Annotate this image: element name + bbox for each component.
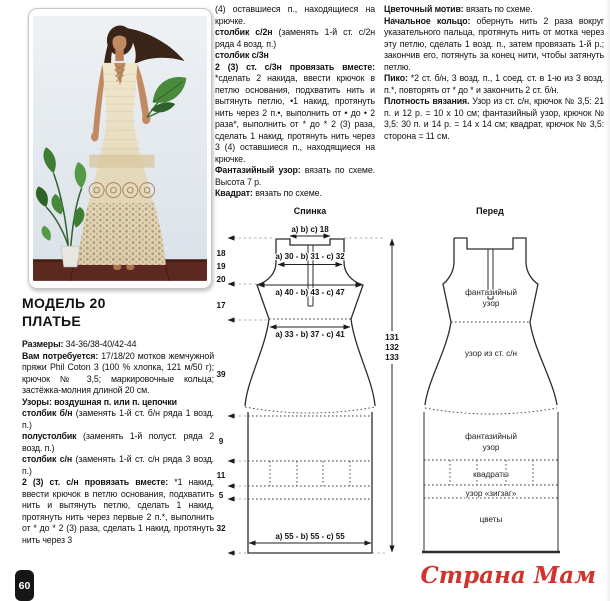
paragraph: Плотность вязания. Узор из ст. с/н, крючок № 3,5: 21 п. и 12 р. = 10 x 10 см; фантазийный узор, крючок № 3,5: 30 п. и 14 р. = 14 x 14 см; квадрат, крючок № 3,5: сторона = 11 см.: [384, 96, 604, 141]
front-bodice-label-1: фантазийный: [465, 288, 517, 297]
page-number-badge: 60: [15, 570, 34, 601]
back-shoulder-width: a) 30 - b) 31 - c) 32: [275, 252, 345, 261]
front-outline: [425, 238, 557, 405]
back-waist-width: a) 33 - b) 37 - c) 41: [275, 330, 345, 339]
paragraph: Размеры: 34-36/38-40/42-44: [22, 339, 137, 349]
paragraph: столбик с/3н: [215, 50, 269, 60]
front-squares-label: квадраты: [473, 470, 509, 479]
model-photo-illustration: [33, 13, 207, 284]
right-column-text: [384, 4, 604, 142]
right-column: [384, 4, 604, 142]
paragraph: 2 (3) ст. с/3н провязать вместе: *сделать 2 накида, ввести крючок в петлю основания, подхватить нить и вытянуть петлю, •1 накид, протянуть нить через 2 п.•, выполнить от • до • 2 раза*, выполнить от * до * 2 (3) раза, сделать 1 накид, протянуть нить через 3 (4) оставшиеся п., находящиеся на крючке.: [215, 61, 375, 164]
front-bodice-label-2: узор: [482, 299, 500, 308]
paragraph: полустолбик (заменять 1-й полуст. ряда 2 возд. п.): [22, 431, 214, 453]
left-column-text: [22, 339, 214, 546]
front-flowers-label: цветы: [479, 515, 503, 524]
height-label: 20: [216, 275, 226, 284]
middle-column-text: [215, 4, 375, 200]
paragraph: 2 (3) ст. с/н провязать вместе: *1 накид, ввести крючок в петлю основания, подхватить нить и вытянуть петлю, сделать 1 накид, протянуть нить через первые 2 п.*, выполнить от * до * 2 (3) раза, сделать 1 накид, протянуть нить через 3: [22, 477, 214, 545]
paragraph: Начальное кольцо: обернуть нить 2 раза вокруг указательного пальца, протянуть нить от мотка через эту петлю, сделать 1 возд. п., затем провязать 1-й р.; закончив его, потянуть за конец нити, чтобы затянуть петлю.: [384, 15, 604, 72]
model-number: МОДЕЛЬ 20: [22, 295, 106, 311]
back-hem-width: a) 55 - b) 55 - c) 55: [275, 532, 345, 541]
site-watermark: Страна Мам: [420, 562, 596, 589]
height-label: 9: [218, 437, 224, 446]
garment-name: ПЛАТЬЕ: [22, 313, 82, 329]
article-title: [22, 294, 214, 330]
front-diagram: [422, 206, 560, 552]
back-diagram: [216, 206, 402, 553]
middle-column: [215, 4, 375, 200]
paragraph: Цветочный мотив: вязать по схеме.: [384, 4, 533, 14]
height-label: 32: [216, 524, 226, 533]
paragraph: Квадрат: вязать по схеме.: [215, 188, 322, 198]
back-bust-width: a) 40 - b) 43 - c) 47: [275, 288, 345, 297]
paragraph: Фантазийный узор: вязать по схеме. Высота 7 р.: [215, 165, 375, 187]
height-label: 18: [216, 249, 226, 258]
paragraph: столбик б/н (заменять 1-й ст. б/н ряда 1 возд. п.): [22, 408, 214, 430]
front-band-label-1: фантазийный: [465, 432, 517, 441]
left-column: [22, 294, 214, 546]
paragraph: Вам потребуется: 17/18/20 мотков жемчужной пряжи Phil Coton 3 (100 % хлопка, 121 м/50 г); крючок № 3,5; маркировочные кольца; застёжка-молния длиной 20 см.: [22, 350, 215, 395]
front-skirt-label: узор из ст. с/н: [464, 349, 518, 358]
height-label: 17: [216, 301, 226, 310]
page-edge-shade: [605, 0, 610, 601]
back-title: Спинка: [293, 206, 327, 216]
height-label: 39: [216, 370, 226, 379]
front-zigzag-label: узор «зигзаг»: [465, 489, 517, 498]
front-title: Перед: [476, 206, 504, 216]
back-neck-width: a) b) c) 18: [291, 225, 329, 234]
model-photo: [28, 8, 212, 289]
height-label: 19: [216, 262, 226, 271]
length-label: 132: [385, 343, 399, 352]
paragraph: столбик с/2н (заменять 1-й ст. с/2н ряда 4 возд. п.): [215, 27, 375, 49]
paragraph: Узоры: воздушная п. или п. цепочки: [22, 396, 177, 407]
front-band-label-2: узор: [482, 443, 500, 452]
pattern-diagrams: [205, 198, 610, 565]
length-label: 133: [385, 353, 399, 362]
back-length-labels: [385, 333, 399, 362]
height-label: 11: [216, 471, 226, 480]
paragraph: (4) оставшиеся п., находящиеся на крючке.: [215, 4, 375, 26]
paragraph: Пико: *2 ст. б/н, 3 возд. п., 1 соед. ст. в 1-ю из 3 возд. п.*, повторять от * до * и закончить 2 ст. б/н.: [384, 73, 604, 95]
paragraph: столбик с/н (заменять 1-й ст. с/н ряда 3 возд. п.): [22, 454, 215, 476]
height-label: 5: [218, 491, 224, 500]
back-height-labels: [216, 249, 226, 533]
length-label: 131: [385, 333, 399, 342]
